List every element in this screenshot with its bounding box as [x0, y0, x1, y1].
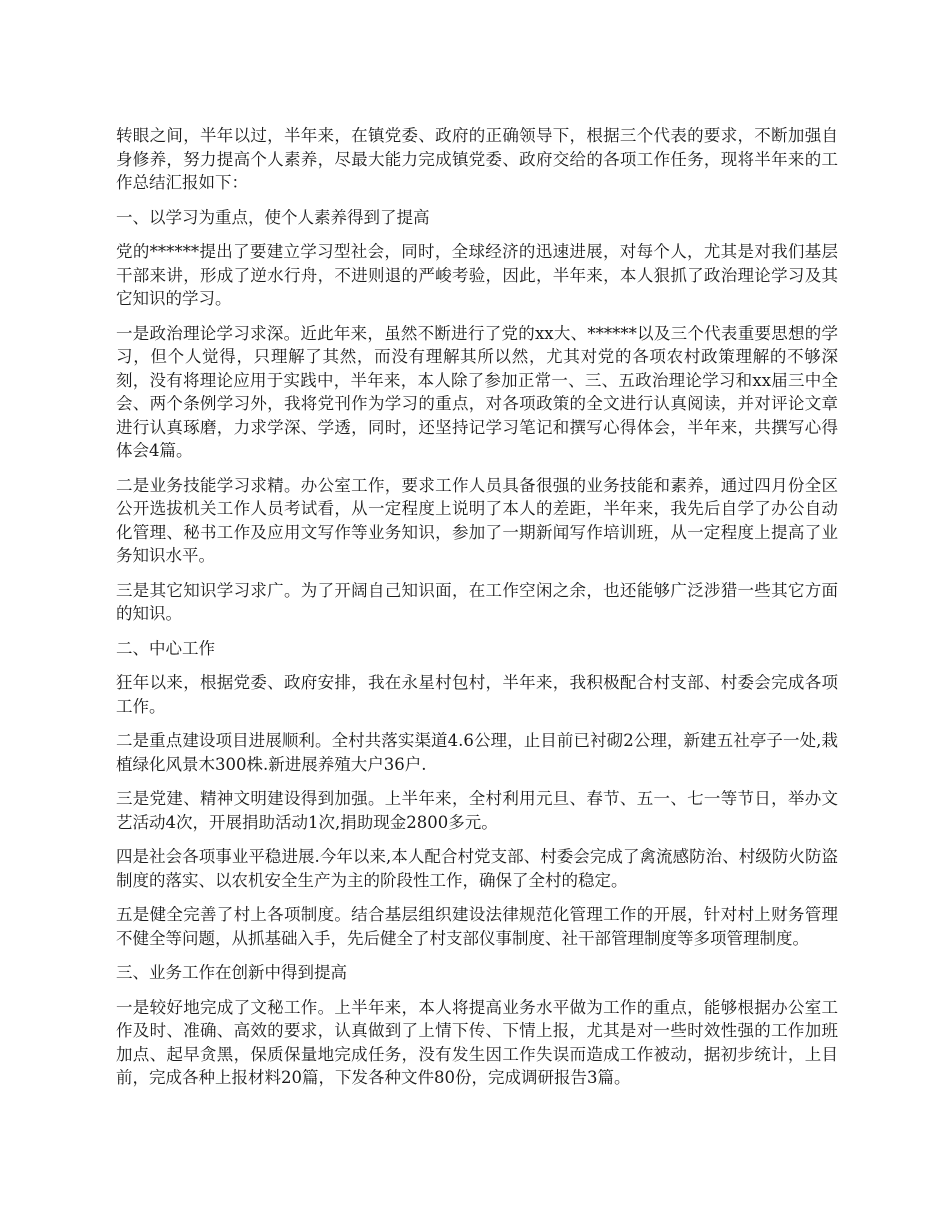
section-heading-study: 一、以学习为重点，使个人素养得到了提高 — [116, 207, 430, 227]
body-paragraph: 二是业务技能学习求精。办公室工作，要求工作人员具备很强的业务技能和素养，通过四月份全区公开选拔机关工作人员考试看，从一定程度上说明了本人的差距，半年来，我先后自学了办公自动化管理、秘书工作及应用文写作等业务知识，参加了一期新闻写作培训班，从一定程度上提高了业务知识水平。 — [116, 475, 838, 565]
document-page — [116, 124, 838, 1101]
body-paragraph: 四是社会各项事业平稳进展.今年以来,本人配合村党支部、村委会完成了禽流感防治、村级防火防盗制度的落实、以农机安全生产为主的阶段性工作，确保了全村的稳定。 — [116, 847, 838, 890]
body-paragraph: 三是党建、精神文明建设得到加强。上半年来，全村利用元旦、春节、五一、七一等节日，举办文艺活动4次，开展捐助活动1次,捐助现金2800多元。 — [116, 789, 838, 832]
body-paragraph: 一是政治理论学习求深。近此年来，虽然不断进行了党的xx大、******以及三个代表重要思想的学习，但个人觉得，只理解了其然，而没有理解其所以然，尤其对党的各项农村政策理解的不够深刻，没有将理论应用于实践中，半年来，本人除了参加正常一、三、五政治理论学习和xx届三中全会、两个条例学习外，我将党刊作为学习的重点，对各项政策的全文进行认真阅读，并对评论文章进行认真琢磨，力求学深、学透，同时，还坚持记学习笔记和撰写心得体会，半年来，共撰写心得体会4篇。 — [116, 323, 838, 460]
body-paragraph: 一是较好地完成了文秘工作。上半年来，本人将提高业务水平做为工作的重点，能够根据办公室工作及时、准确、高效的要求，认真做到了上情下传、下情上报，尤其是对一些时效性强的工作加班加点、起早贪黑，保质保量地完成任务，没有发生因工作失误而造成工作被动，据初步统计，上目前，完成各种上报材料20篇，下发各种文件80份，完成调研报告3篇。 — [116, 997, 838, 1087]
section-heading-central-work: 二、中心工作 — [116, 638, 215, 658]
section-heading-business: 三、业务工作在创新中得到提高 — [116, 963, 347, 982]
body-paragraph: 三是其它知识学习求广。为了开阔自己知识面，在工作空闲之余，也还能够广泛涉猎一些其它方面的知识。 — [116, 580, 838, 623]
body-paragraph: 五是健全完善了村上各项制度。结合基层组织建设法律规范化管理工作的开展，针对村上财务管理不健全等问题，从抓基础入手，先后健全了村支部仪事制度、社干部管理制度等多项管理制度。 — [116, 905, 838, 948]
body-paragraph: 党的******提出了要建立学习型社会，同时，全球经济的迅速进展，对每个人，尤其是对我们基层干部来讲，形成了逆水行舟，不进则退的严峻考验，因此，半年来，本人狠抓了政治理论学习及其它知识的学习。 — [116, 242, 838, 308]
intro-paragraph: 转眼之间，半年以过，半年来，在镇党委、政府的正确领导下，根据三个代表的要求，不断加强自身修养，努力提高个人素养，尽最大能力完成镇党委、政府交给的各项工作任务，现将半年来的工作总结汇报如下： — [116, 126, 838, 192]
body-paragraph: 二是重点建设项目进展顺利。全村共落实渠道4.6公理，止目前已衬砌2公理，新建五社亭子一处,栽植绿化风景木300株.新进展养殖大户36户. — [116, 731, 838, 774]
body-paragraph: 狂年以来，根据党委、政府安排，我在永星村包村，半年来，我积极配合村支部、村委会完成各项工作。 — [116, 673, 838, 716]
